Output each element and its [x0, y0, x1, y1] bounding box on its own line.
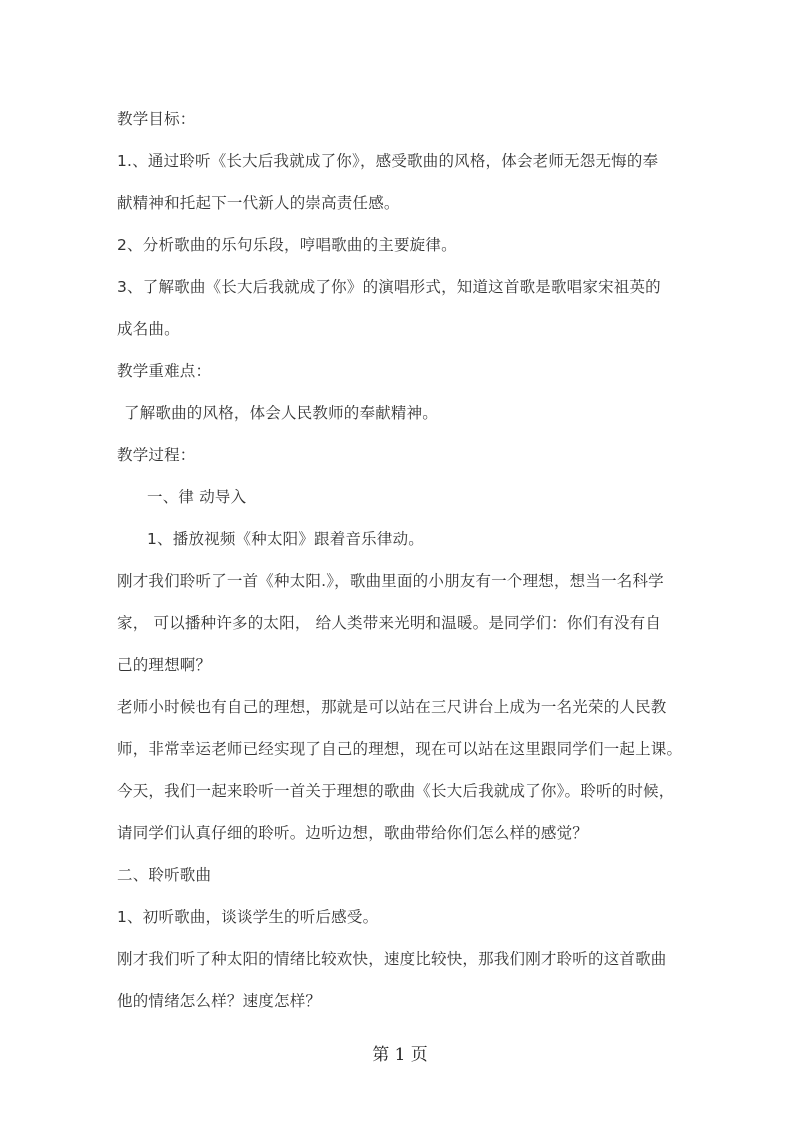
- paragraph-line: 师，非常幸运老师已经实现了自己的理想，现在可以站在这里跟同学们一起上课。: [117, 740, 683, 758]
- paragraph-line: 成名曲。: [117, 320, 180, 338]
- paragraph-line: 1.、通过聆听《长大后我就成了你》，感受歌曲的风格，体会老师无怨无悔的奉: [117, 152, 659, 170]
- paragraph-line: 2、分析歌曲的乐句乐段，哼唱歌曲的主要旋律。: [117, 236, 457, 254]
- paragraph-line: 1、初听歌曲，谈谈学生的听后感受。: [117, 908, 379, 926]
- heading-teaching-goals: 教学目标：: [117, 110, 196, 128]
- paragraph-line: 他的情绪怎么样？速度怎样？: [117, 992, 322, 1010]
- page-number: 第 1 页: [372, 1045, 428, 1065]
- paragraph-line: 刚才我们听了种太阳的情绪比较欢快，速度比较快，那我们刚才聆听的这首歌曲: [117, 950, 667, 968]
- paragraph-line: 己的理想啊？: [117, 656, 212, 674]
- paragraph-line: 1、播放视频《种太阳》跟着音乐律动。: [147, 530, 424, 548]
- paragraph-line: 了解歌曲的风格，体会人民教师的奉献精神。: [124, 404, 439, 422]
- paragraph-line: 请同学们认真仔细的聆听。边听边想，歌曲带给你们怎么样的感觉？: [117, 824, 589, 842]
- paragraph-line: 刚才我们聆听了一首《种太阳.》，歌曲里面的小朋友有一个理想，想当一名科学: [117, 572, 664, 590]
- heading-teaching-process: 教学过程：: [117, 446, 196, 464]
- heading-key-points: 教学重难点：: [117, 362, 212, 380]
- paragraph-line: 老师小时候也有自己的理想，那就是可以站在三尺讲台上成为一名光荣的人民教: [117, 698, 667, 716]
- paragraph-line: 家， 可以播种许多的太阳， 给人类带来光明和温暖。是同学们：你们有没有自: [117, 614, 662, 632]
- paragraph-line: 献精神和托起下一代新人的崇高责任感。: [117, 194, 400, 212]
- section-heading: 一、律 动导入: [147, 488, 247, 506]
- paragraph-line: 3、了解歌曲《长大后我就成了你》的演唱形式，知道这首歌是歌唱家宋祖英的: [117, 278, 661, 296]
- section-heading: 二、聆听歌曲: [117, 866, 212, 884]
- paragraph-line: 今天，我们一起来聆听一首关于理想的歌曲《长大后我就成了你》。聆听的时候，: [117, 782, 675, 800]
